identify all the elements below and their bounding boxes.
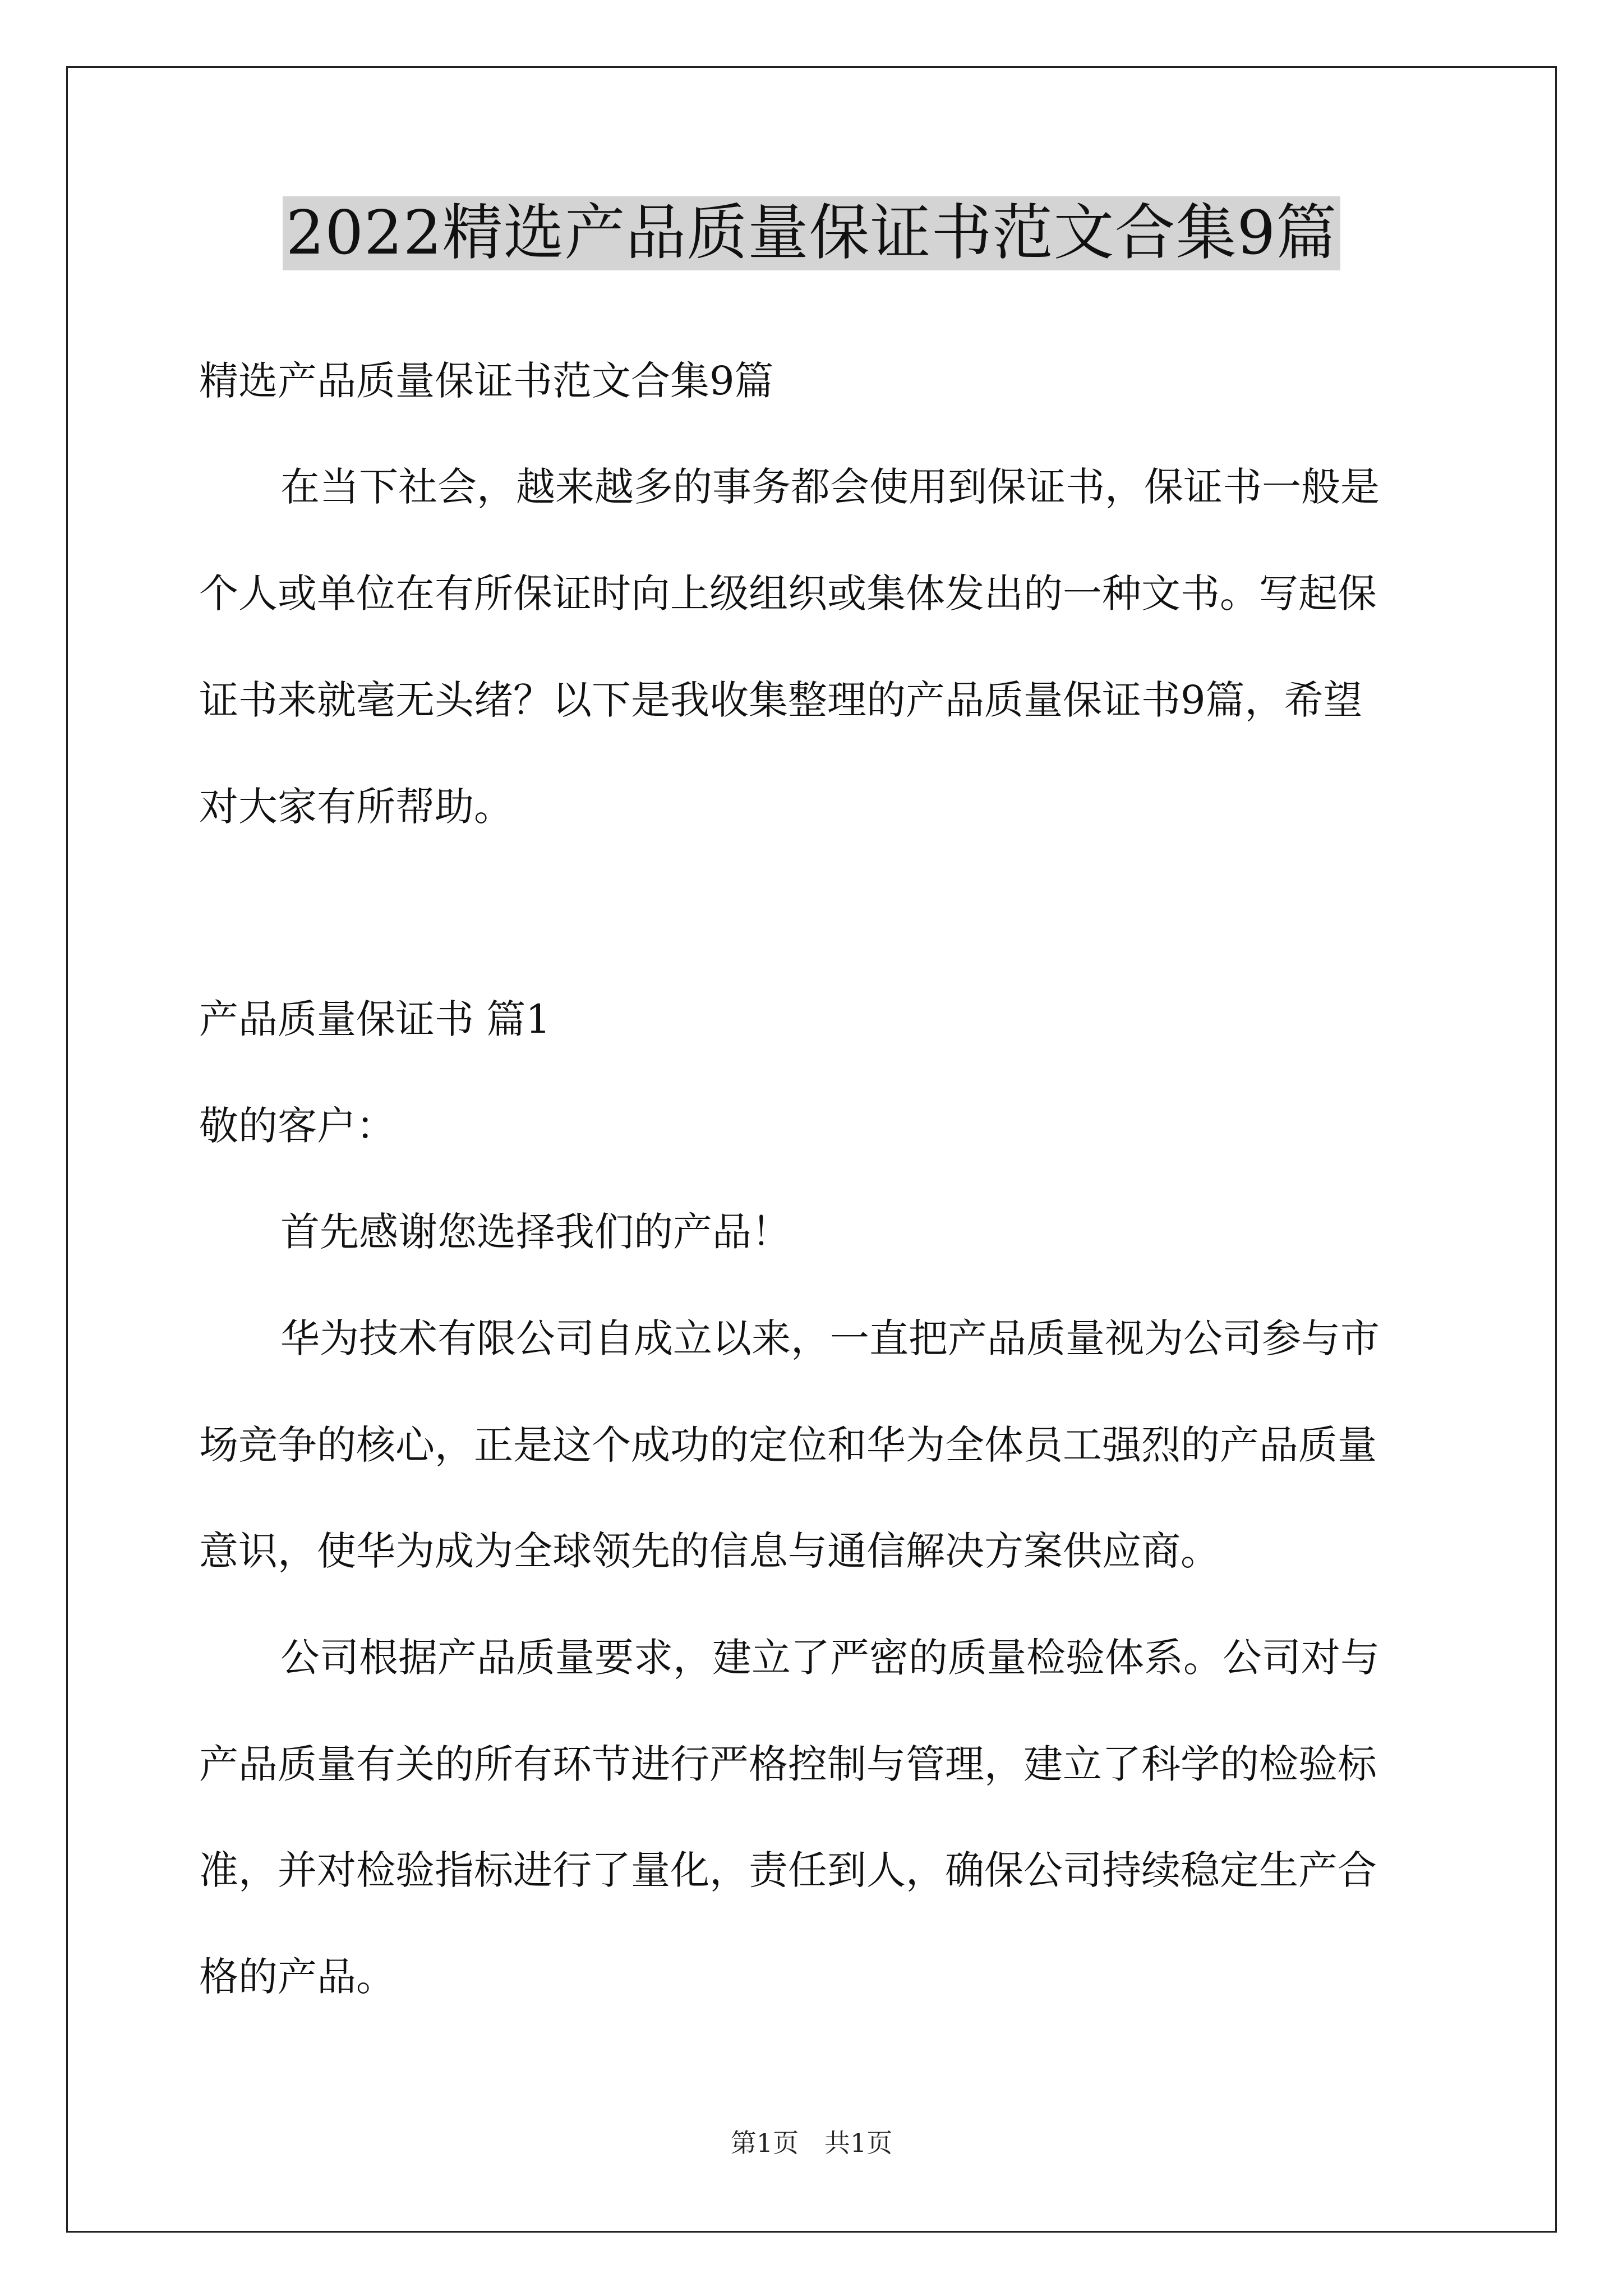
paragraph-line: 个人或单位在有所保证时向上级组织或集体发出的一种文书。写起保 xyxy=(199,570,1377,616)
document-title: 2022精选产品质量保证书范文合集9篇 xyxy=(283,196,1341,270)
paragraph-line: 公司根据产品质量要求，建立了严密的质量检验体系。公司对与 xyxy=(280,1635,1380,1681)
paragraph-line: 证书来就毫无头绪？以下是我收集整理的产品质量保证书9篇，希望 xyxy=(199,677,1363,723)
salutation-line: 敬的客户： xyxy=(199,1103,395,1149)
paragraph-line: 在当下社会，越来越多的事务都会使用到保证书，保证书一般是 xyxy=(280,464,1380,510)
title-container xyxy=(0,196,1623,270)
paragraph-line: 首先感谢您选择我们的产品！ xyxy=(280,1209,791,1255)
paragraph-line: 准，并对检验指标进行了量化，责任到人，确保公司持续稳定生产合 xyxy=(199,1847,1377,1893)
paragraph-line: 意识，使华为成为全球领先的信息与通信解决方案供应商。 xyxy=(199,1528,1220,1574)
paragraph-line: 华为技术有限公司自成立以来，一直把产品质量视为公司参与市 xyxy=(280,1315,1380,1361)
paragraph-line: 格的产品。 xyxy=(199,1954,395,2000)
subtitle-line: 精选产品质量保证书范文合集9篇 xyxy=(199,358,774,404)
page-footer: 第1页 共1页 xyxy=(730,2128,893,2158)
paragraph-line: 场竞争的核心，正是这个成功的定位和华为全体员工强烈的产品质量 xyxy=(199,1422,1377,1468)
section-heading: 产品质量保证书 篇1 xyxy=(199,996,551,1042)
paragraph-line: 对大家有所帮助。 xyxy=(199,784,513,830)
paragraph-line: 产品质量有关的所有环节进行严格控制与管理，建立了科学的检验标 xyxy=(199,1741,1377,1787)
